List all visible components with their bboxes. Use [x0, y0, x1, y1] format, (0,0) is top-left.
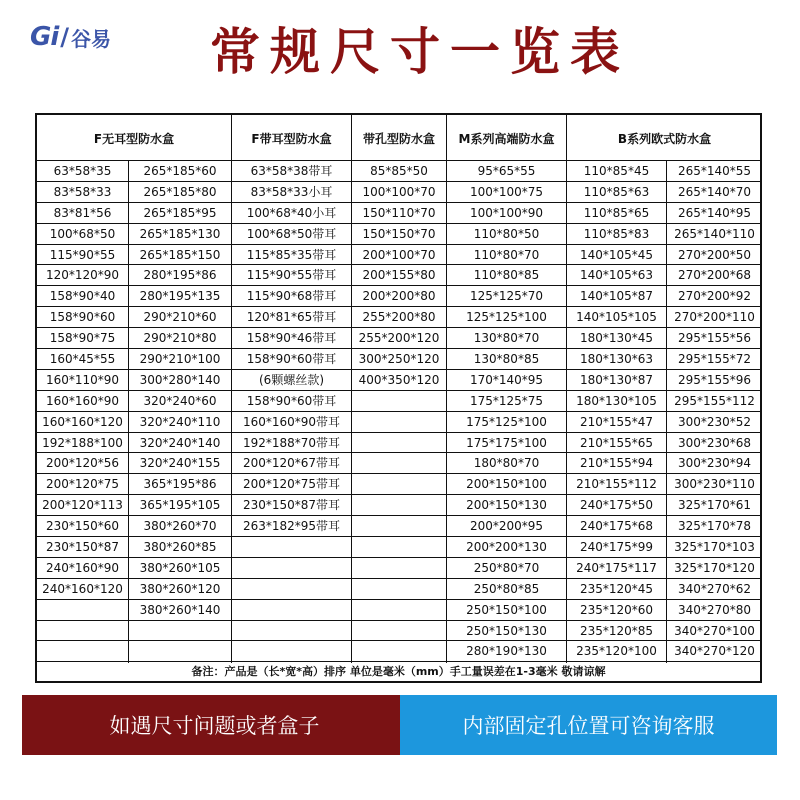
- table-cell: 125*125*100: [447, 307, 566, 328]
- table-cell: 295*155*56: [667, 328, 762, 349]
- table-cell: 160*160*120: [37, 412, 128, 433]
- table-cell: 200*200*130: [447, 537, 566, 558]
- table-cell: 110*85*83: [567, 224, 666, 245]
- table-cell: 340*270*62: [667, 579, 762, 600]
- table-cell: 290*210*100: [129, 349, 231, 370]
- table-cell: 240*160*120: [37, 579, 128, 600]
- table-cell: 325*170*103: [667, 537, 762, 558]
- header-m-series: M系列高端防水盒: [447, 115, 567, 161]
- table-cell: 325*170*61: [667, 495, 762, 516]
- table-cell: 230*150*87带耳: [232, 495, 351, 516]
- table-cell: 400*350*120: [352, 370, 446, 391]
- table-cell: 140*105*87: [567, 286, 666, 307]
- table-cell: 180*130*105: [567, 391, 666, 412]
- table-cell: 210*155*65: [567, 433, 666, 454]
- table-cell-empty: [232, 558, 351, 579]
- table-cell-empty: [352, 433, 446, 454]
- table-cell: 250*80*70: [447, 558, 566, 579]
- table-cell: 300*230*68: [667, 433, 762, 454]
- table-cell: 265*185*95: [129, 203, 231, 224]
- table-cell: 240*175*117: [567, 558, 666, 579]
- table-cell: 120*81*65带耳: [232, 307, 351, 328]
- table-cell: 300*230*110: [667, 474, 762, 495]
- table-cell-empty: [352, 579, 446, 600]
- table-cell: 200*200*80: [352, 286, 446, 307]
- table-cell: 110*80*70: [447, 245, 566, 266]
- table-note: 备注：产品是（长*宽*高）排序 单位是毫米（mm）手工量误差在1-3毫米 敬请谅解: [37, 661, 760, 681]
- table-cell: 100*100*70: [352, 182, 446, 203]
- table-cell-empty: [37, 641, 128, 662]
- table-cell: 255*200*80: [352, 307, 446, 328]
- table-cell: 180*80*70: [447, 453, 566, 474]
- table-cell: 295*155*72: [667, 349, 762, 370]
- table-cell: 200*120*56: [37, 453, 128, 474]
- table-cell-empty: [37, 600, 128, 621]
- table-cell: 230*150*60: [37, 516, 128, 537]
- table-cell: 320*240*60: [129, 391, 231, 412]
- table-cell: 83*58*33: [37, 182, 128, 203]
- table-cell: 110*80*85: [447, 265, 566, 286]
- table-cell: 230*150*87: [37, 537, 128, 558]
- table-cell-empty: [37, 621, 128, 642]
- table-cell: 320*240*155: [129, 453, 231, 474]
- table-cell: 380*260*85: [129, 537, 231, 558]
- table-cell: 200*120*67带耳: [232, 453, 351, 474]
- table-cell-empty: [352, 474, 446, 495]
- table-cell: 83*81*56: [37, 203, 128, 224]
- header-b-series: B系列欧式防水盒: [617, 131, 712, 146]
- table-cell: 100*100*75: [447, 182, 566, 203]
- table-cell: 300*230*52: [667, 412, 762, 433]
- table-cell: 380*260*120: [129, 579, 231, 600]
- table-cell-empty: [352, 641, 446, 662]
- table-header: [37, 115, 760, 161]
- table-cell: 300*230*94: [667, 453, 762, 474]
- table-cell-empty: [352, 558, 446, 579]
- table-cell: 265*140*95: [667, 203, 762, 224]
- table-cell: 83*58*33小耳: [232, 182, 351, 203]
- table-cell: 100*100*90: [447, 203, 566, 224]
- table-cell: 160*160*90: [37, 391, 128, 412]
- table-cell: 110*85*45: [567, 161, 666, 182]
- table-cell: 175*175*100: [447, 433, 566, 454]
- table-cell: 100*68*50带耳: [232, 224, 351, 245]
- table-cell: 295*155*112: [667, 391, 762, 412]
- table-cell: 290*210*80: [129, 328, 231, 349]
- table-cell: 320*240*140: [129, 433, 231, 454]
- table-cell-empty: [352, 495, 446, 516]
- table-cell: 140*105*45: [567, 245, 666, 266]
- page-title: 常规尺寸一览表: [210, 22, 630, 81]
- table-cell: 200*200*95: [447, 516, 566, 537]
- table-cell: 150*110*70: [352, 203, 446, 224]
- table-cell: 265*140*70: [667, 182, 762, 203]
- column-hole: [352, 161, 447, 663]
- logo-text: 谷易: [71, 26, 112, 51]
- header-f-no-ear: F无耳型防水盒: [37, 115, 232, 161]
- table-cell: 158*90*75: [37, 328, 128, 349]
- table-cell: 160*160*90带耳: [232, 412, 351, 433]
- table-cell: 340*270*100: [667, 621, 762, 642]
- table-cell: 240*175*68: [567, 516, 666, 537]
- table-cell: 160*45*55: [37, 349, 128, 370]
- table-cell: 300*280*140: [129, 370, 231, 391]
- table-cell: 140*105*105: [567, 307, 666, 328]
- table-cell: 235*120*85: [567, 621, 666, 642]
- table-cell: 325*170*78: [667, 516, 762, 537]
- table-cell: 250*80*85: [447, 579, 566, 600]
- table-cell: 85*85*50: [352, 161, 446, 182]
- table-cell-empty: [352, 621, 446, 642]
- table-cell: 110*85*65: [567, 203, 666, 224]
- table-cell-empty: [232, 537, 351, 558]
- table-cell: 280*190*130: [466, 644, 547, 659]
- table-cell: 265*140*55: [667, 161, 762, 182]
- table-cell: 115*90*55带耳: [232, 265, 351, 286]
- table-cell: 150*150*70: [352, 224, 446, 245]
- table-cell: 270*200*92: [667, 286, 762, 307]
- table-cell: 265*185*60: [129, 161, 231, 182]
- table-cell: 158*90*60: [37, 307, 128, 328]
- table-cell: 115*90*55: [37, 245, 128, 266]
- table-cell: 120*120*90: [37, 265, 128, 286]
- table-cell: 110*85*63: [567, 182, 666, 203]
- table-cell-empty: [352, 600, 446, 621]
- table-cell: 130*80*85: [447, 349, 566, 370]
- table-cell: 263*182*95带耳: [232, 516, 351, 537]
- size-table: [35, 113, 762, 683]
- table-cell: 158*90*46带耳: [232, 328, 351, 349]
- table-cell: 365*195*86: [129, 474, 231, 495]
- table-cell: 100*68*40小耳: [232, 203, 351, 224]
- table-cell-empty: [352, 391, 446, 412]
- table-cell: 265*140*110: [667, 224, 762, 245]
- table-cell: 325*170*120: [667, 558, 762, 579]
- table-cell: 290*210*60: [129, 307, 231, 328]
- brand-logo: [30, 22, 111, 52]
- table-cell: 295*155*96: [667, 370, 762, 391]
- table-cell: 340*270*80: [667, 600, 762, 621]
- table-cell: 192*188*100: [37, 433, 128, 454]
- table-cell-empty: [352, 412, 446, 433]
- table-cell: 265*185*150: [129, 245, 231, 266]
- table-cell: 110*80*50: [447, 224, 566, 245]
- table-cell: 380*260*140: [129, 600, 231, 621]
- header-hole: 带孔型防水盒: [352, 115, 447, 161]
- table-cell: 175*125*100: [447, 412, 566, 433]
- table-cell: (6颗螺丝款): [232, 370, 351, 391]
- table-cell-empty: [232, 641, 351, 662]
- table-cell: 300*250*120: [352, 349, 446, 370]
- column-f-no-ear-b: [129, 161, 232, 663]
- table-cell: 100*68*50: [37, 224, 128, 245]
- table-cell-empty: [129, 621, 231, 642]
- table-cell: 180*130*87: [567, 370, 666, 391]
- table-cell-empty: [352, 537, 446, 558]
- table-cell: 200*100*70: [352, 245, 446, 266]
- table-cell: 130*80*70: [447, 328, 566, 349]
- table-cell: 280*195*86: [129, 265, 231, 286]
- table-cell-empty: [232, 621, 351, 642]
- table-cell: 265*185*80: [129, 182, 231, 203]
- table-cell: 115*90*68带耳: [232, 286, 351, 307]
- table-cell: 175*125*75: [447, 391, 566, 412]
- table-cell: 340*270*120: [674, 644, 755, 659]
- table-cell: 365*195*105: [129, 495, 231, 516]
- table-cell: 235*120*45: [567, 579, 666, 600]
- table-cell: 200*120*75: [37, 474, 128, 495]
- table-cell: 200*155*80: [352, 265, 446, 286]
- table-cell: 200*120*113: [37, 495, 128, 516]
- table-cell: 265*185*130: [129, 224, 231, 245]
- table-cell: 240*175*50: [567, 495, 666, 516]
- table-cell: 235*120*100: [576, 644, 657, 659]
- table-cell: 210*155*112: [567, 474, 666, 495]
- table-cell: 380*260*70: [129, 516, 231, 537]
- column-f-ear: [232, 161, 352, 663]
- column-f-no-ear-a: [37, 161, 129, 663]
- table-cell: 200*120*75带耳: [232, 474, 351, 495]
- table-cell-empty: [232, 600, 351, 621]
- table-cell: 270*200*110: [667, 307, 762, 328]
- column-b-series-b: [667, 161, 762, 663]
- table-cell: 200*150*130: [447, 495, 566, 516]
- table-cell: 280*195*135: [129, 286, 231, 307]
- table-cell: 180*130*45: [567, 328, 666, 349]
- table-cell: 240*175*99: [567, 537, 666, 558]
- table-cell: 158*90*60带耳: [232, 391, 351, 412]
- column-m-series: [447, 161, 567, 663]
- table-cell-empty: [232, 579, 351, 600]
- table-cell: 235*120*60: [567, 600, 666, 621]
- table-cell: 115*85*35带耳: [232, 245, 351, 266]
- table-cell: 63*58*35: [37, 161, 128, 182]
- table-cell: 200*150*100: [447, 474, 566, 495]
- table-cell: 250*150*130: [447, 621, 566, 642]
- table-cell: 160*110*90: [37, 370, 128, 391]
- table-cell: 250*150*100: [447, 600, 566, 621]
- table-cell: 210*155*94: [567, 453, 666, 474]
- table-cell: 158*90*40: [37, 286, 128, 307]
- logo-mark: Gi: [30, 22, 59, 52]
- table-cell-empty: [352, 453, 446, 474]
- table-cell: 158*90*60带耳: [232, 349, 351, 370]
- table-cell: 180*130*63: [567, 349, 666, 370]
- column-b-series-a: [567, 161, 667, 663]
- table-cell: 270*200*50: [667, 245, 762, 266]
- table-cell: 320*240*110: [129, 412, 231, 433]
- table-cell: 380*260*105: [129, 558, 231, 579]
- table-cell: 240*160*90: [37, 558, 128, 579]
- table-cell: 125*125*70: [447, 286, 566, 307]
- table-cell: 270*200*68: [667, 265, 762, 286]
- table-cell-empty: [129, 641, 231, 662]
- table-cell-empty: [352, 516, 446, 537]
- banner-right: 内部固定孔位置可咨询客服: [400, 695, 777, 755]
- table-cell: 255*200*120: [352, 328, 446, 349]
- table-cell: 192*188*70带耳: [232, 433, 351, 454]
- table-cell: 210*155*47: [567, 412, 666, 433]
- table-cell: 63*58*38带耳: [232, 161, 351, 182]
- logo-slash: /: [60, 23, 70, 51]
- table-cell: 170*140*95: [447, 370, 566, 391]
- table-cell: 95*65*55: [447, 161, 566, 182]
- banner-left: 如遇尺寸问题或者盒子: [22, 695, 407, 755]
- table-cell: 140*105*63: [567, 265, 666, 286]
- header-f-ear: F带耳型防水盒: [232, 115, 352, 161]
